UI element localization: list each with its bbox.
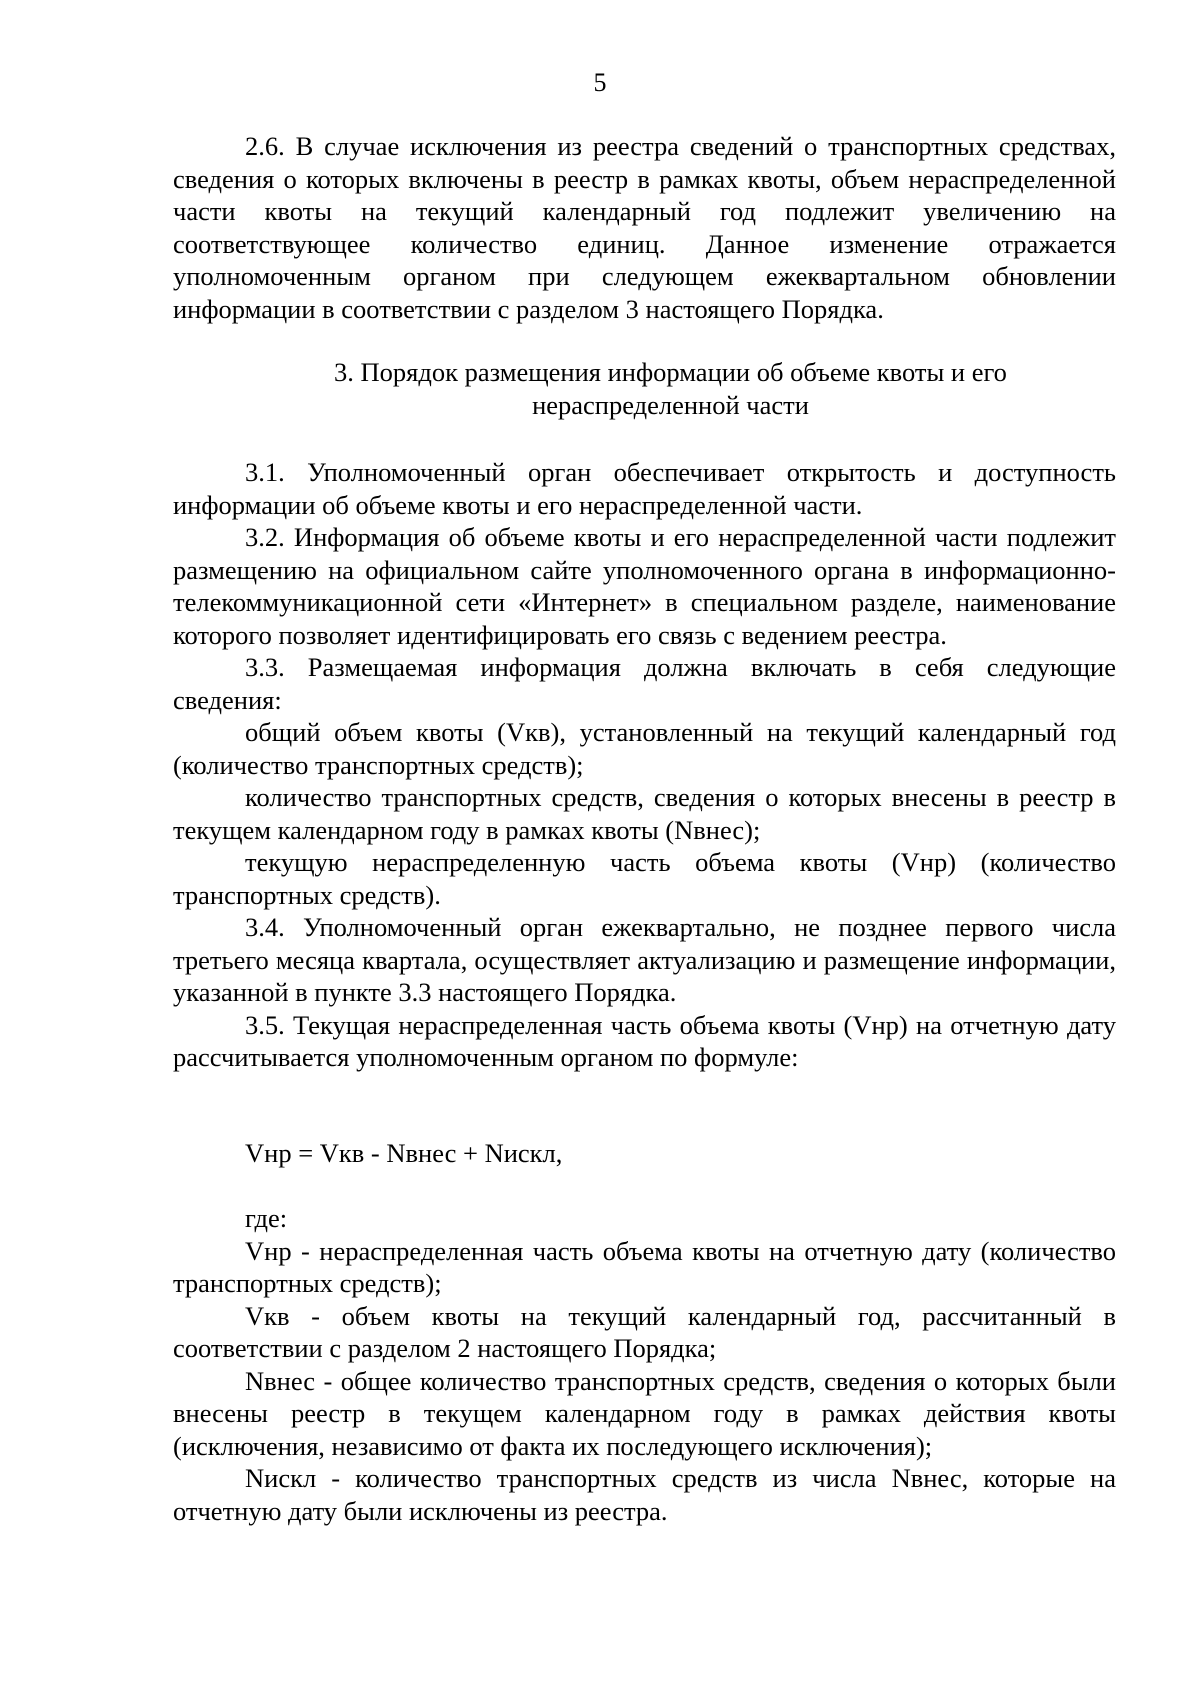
section-3-paragraphs [173, 456, 1116, 1074]
list-item-vkv: общий объем квоты (Vкв), установленный на текущий календарный год (количество транспортных средств); [173, 717, 1116, 780]
section-3-heading [173, 356, 1116, 421]
definition-vkv: Vкв - объем квоты на текущий календарный год, рассчитанный в соответствии с разделом 2 настоящего Порядка; [173, 1300, 1116, 1363]
definition-vnr: Vнр - нераспределенная часть объема квоты на отчетную дату (количество транспортных средств); [173, 1235, 1116, 1298]
paragraph-2-6: 2.6. В случае исключения из реестра сведений о транспортных средствах, сведения о которых включены в реестр в рамках квоты, объем нераспределенной части квоты на текущий календарный год подлежит увеличению на соответствующее количество единиц. Данное изменение отражается уполномоченным органом при следующем ежеквартальном обновлении информации в соответствии с разделом 3 настоящего Порядка. [173, 131, 1116, 324]
list-item-vnr: текущую нераспределенную часть объема квоты (Vнр) (количество транспортных средств). [173, 847, 1116, 910]
page-number: 5 [593, 68, 607, 97]
section-heading-line-2: нераспределенной части [532, 389, 809, 420]
formula-block [173, 1137, 1116, 1170]
definition-nvnes: Nвнес - общее количество транспортных средств, сведения о которых были внесены реестр в текущем календарном году в рамках действия квоты (исключения, независимо от факта их последующего исключения); [173, 1365, 1116, 1461]
paragraph-3-5: 3.5. Текущая нераспределенная часть объема квоты (Vнр) на отчетную дату рассчитывается уполномоченным органом по формуле: [173, 1009, 1116, 1072]
definitions-block [173, 1202, 1116, 1527]
definition-niskl: Nискл - количество транспортных средств из числа Nвнес, которые на отчетную дату были исключены из реестра. [173, 1463, 1116, 1526]
section-heading-line-1: 3. Порядок размещения информации об объеме квоты и его [334, 357, 1007, 387]
where-label: где: [245, 1203, 288, 1233]
section-2-paragraphs [173, 130, 1116, 325]
paragraph-3-4: 3.4. Уполномоченный орган ежеквартально, не позднее первого числа третьего месяца квартала, осуществляет актуализацию и размещение информации, указанной в пункте 3.3 настоящего Порядка. [173, 912, 1116, 1007]
list-item-nvnes: количество транспортных средств, сведения о которых внесены в реестр в текущем календарном году в рамках квоты (Nвнес); [173, 782, 1116, 845]
formula: Vнр = Vкв - Nвнес + Nискл, [245, 1138, 563, 1168]
paragraph-3-3: 3.3. Размещаемая информация должна включать в себя следующие сведения: [173, 652, 1116, 715]
paragraph-3-2: 3.2. Информация об объеме квоты и его нераспределенной части подлежит размещению на официальном сайте уполномоченного органа в информационно-телекоммуникационной сети «Интернет» в специальном разделе, наименование которого позволяет идентифицировать его связь с ведением реестра. [173, 522, 1116, 650]
paragraph-3-1: 3.1. Уполномоченный орган обеспечивает открытость и доступность информации об объеме квоты и его нераспределенной части. [173, 457, 1116, 520]
